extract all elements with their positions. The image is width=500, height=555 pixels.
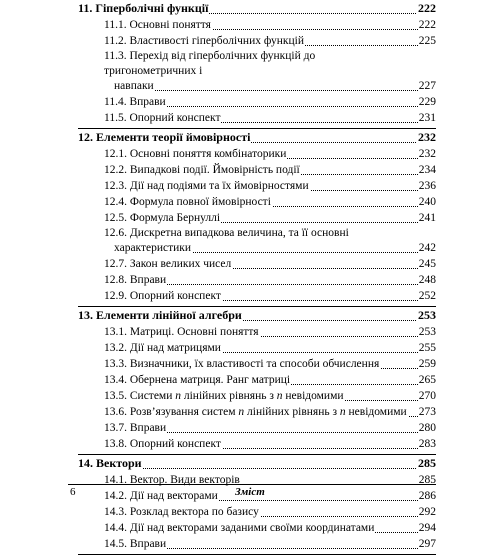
- subsection-page: 252: [418, 290, 436, 302]
- subsection-title: 11.2. Властивості гіперболічних функцій: [104, 35, 305, 47]
- subsection-title: 12.4. Формула повної ймовірності: [104, 196, 271, 208]
- subsection-title-continuation-line: [104, 79, 436, 94]
- chapter-page: 285: [418, 456, 436, 470]
- subsection-title: 12.8. Вправи: [104, 274, 167, 286]
- subsection-title: 13.1. Матриці. Основні поняття: [104, 326, 259, 338]
- subsection-title-continuation: навпаки: [104, 80, 155, 92]
- subsection-page: 234: [418, 164, 436, 176]
- toc-subsection-entry[interactable]: [104, 146, 436, 162]
- toc-subsection-entry[interactable]: [104, 110, 436, 126]
- subsection-page: 286: [418, 490, 436, 502]
- toc-subsection-entry[interactable]: [104, 340, 436, 356]
- subsection-title: 14.5. Вправи: [104, 538, 167, 550]
- subsection-page: 245: [418, 258, 436, 270]
- subsection-page: 232: [418, 148, 436, 160]
- subsection-page: 229: [418, 96, 436, 108]
- subsection-title: 11.4. Вправи: [104, 96, 166, 108]
- subsection-title: 12.5. Формула Бернуллі: [104, 212, 221, 224]
- subsection-title: 13.2. Дії над матрицями: [104, 342, 221, 354]
- toc-subsection-entry[interactable]: [104, 372, 436, 388]
- subsection-page: 241: [418, 212, 436, 224]
- toc-chapter-entry[interactable]: [78, 307, 436, 324]
- toc-subsection-entry[interactable]: [104, 94, 436, 110]
- subsection-title: 13.5. Системи n лінійних рівнянь з n невідомими: [104, 390, 344, 402]
- subsection-page: 242: [418, 242, 436, 254]
- toc-chapter-entry[interactable]: [78, 129, 436, 146]
- toc-section: [78, 129, 436, 304]
- subsection-page: 285: [418, 474, 436, 486]
- chapter-page: 222: [418, 1, 436, 15]
- toc-subsection-entry[interactable]: [104, 288, 436, 304]
- subsection-page: 222: [418, 19, 436, 31]
- subsection-title: 11.1. Основні поняття: [104, 19, 211, 31]
- toc-subsection-entry[interactable]: [104, 420, 436, 436]
- toc-section: [78, 0, 436, 126]
- subsection-page: 283: [418, 438, 436, 450]
- subsection-page: 225: [418, 35, 436, 47]
- toc-subsection-entry[interactable]: [104, 194, 436, 210]
- subsection-page: 273: [418, 406, 436, 418]
- toc-subsection-entry[interactable]: [104, 404, 436, 420]
- subsection-title: 12.7. Закон великих чисел: [104, 258, 232, 270]
- chapter-title: 13. Елементи лінійної алгебри: [78, 308, 242, 322]
- toc-subsection-entry[interactable]: [104, 49, 436, 94]
- subsection-page: 248: [418, 274, 436, 286]
- subsection-page: 231: [418, 112, 436, 124]
- subsection-title: 13.8. Опорний конспект: [104, 438, 221, 450]
- toc-subsection-entry[interactable]: [104, 436, 436, 452]
- subsection-title: 13.6. Розв’язування систем n лінійних рівнянь з n невідомими: [104, 406, 407, 418]
- toc-subsection-entry[interactable]: [104, 33, 436, 49]
- toc-subsection-entry[interactable]: [104, 388, 436, 404]
- toc-section: [78, 455, 436, 552]
- subsection-page: 294: [418, 522, 436, 534]
- toc-subsection-entry[interactable]: [104, 210, 436, 226]
- table-of-contents: [78, 0, 436, 555]
- toc-subsection-entry[interactable]: [104, 226, 436, 256]
- subsection-title: 11.5. Опорний конспект: [104, 112, 221, 124]
- footer-title: Зміст: [235, 486, 265, 498]
- subsection-title: 12.9. Опорний конспект: [104, 290, 221, 302]
- toc-subsection-entry[interactable]: [104, 162, 436, 178]
- subsection-page: 265: [418, 374, 436, 386]
- subsection-title: 12.3. Дії над подіями та їх ймовірностями: [104, 180, 309, 192]
- chapter-page: 253: [418, 308, 436, 322]
- toc-subsection-entry[interactable]: [104, 324, 436, 340]
- subsection-title: 12.1. Основні поняття комбінаторики: [104, 148, 287, 160]
- page-number: 6: [70, 486, 76, 498]
- subsection-title: 13.3. Визначники, їх властивості та способи обчислення: [104, 358, 380, 370]
- footer-rule: [68, 484, 436, 485]
- subsection-page: 259: [418, 358, 436, 370]
- subsection-title: 11.3. Перехід від гіперболічних функцій до тригонометричних і: [104, 49, 436, 79]
- toc-subsection-entry[interactable]: [104, 256, 436, 272]
- subsection-title: 14.3. Розклад вектора по базису: [104, 506, 259, 518]
- subsection-page: 270: [418, 390, 436, 402]
- toc-chapter-entry[interactable]: [78, 455, 436, 472]
- subsection-title: 14.2. Дії над векторами: [104, 490, 218, 502]
- toc-subsection-entry[interactable]: [104, 504, 436, 520]
- chapter-title: 11. Гіперболічні функції: [78, 1, 209, 15]
- chapter-title: 14. Вектори: [78, 456, 142, 470]
- subsection-title-continuation-line: [104, 241, 436, 256]
- subsection-page: 280: [418, 422, 436, 434]
- subsection-title: 13.4. Обернена матриця. Ранг матриці: [104, 374, 291, 386]
- subsection-page: 297: [418, 538, 436, 550]
- toc-subsection-entry[interactable]: [104, 536, 436, 552]
- subsection-page: 255: [418, 342, 436, 354]
- subsection-page: 292: [418, 506, 436, 518]
- subsection-title: 13.7. Вправи: [104, 422, 167, 434]
- toc-subsection-entry[interactable]: [104, 272, 436, 288]
- toc-subsection-entry[interactable]: [104, 178, 436, 194]
- subsection-title-continuation: характеристики: [104, 242, 192, 254]
- subsection-page: 227: [418, 80, 436, 92]
- subsection-title: 12.2. Випадкові події. Ймовірність події: [104, 164, 300, 176]
- chapter-page: 232: [418, 130, 436, 144]
- toc-subsection-entry[interactable]: [104, 17, 436, 33]
- subsection-page: 240: [418, 196, 436, 208]
- toc-subsection-entry[interactable]: [104, 520, 436, 536]
- subsection-title: 14.4. Дії над векторами заданими своїми координатами: [104, 522, 375, 534]
- subsection-page: 253: [418, 326, 436, 338]
- chapter-title: 12. Елементи теорії ймовірності: [78, 130, 251, 144]
- subsection-title: 14.1. Вектор. Види векторів: [104, 474, 240, 486]
- toc-section: [78, 307, 436, 452]
- subsection-page: 236: [418, 180, 436, 192]
- subsection-title: 12.6. Дискретна випадкова величина, та її основні: [104, 226, 436, 241]
- toc-chapter-entry[interactable]: [78, 0, 436, 17]
- toc-subsection-entry[interactable]: [104, 356, 436, 372]
